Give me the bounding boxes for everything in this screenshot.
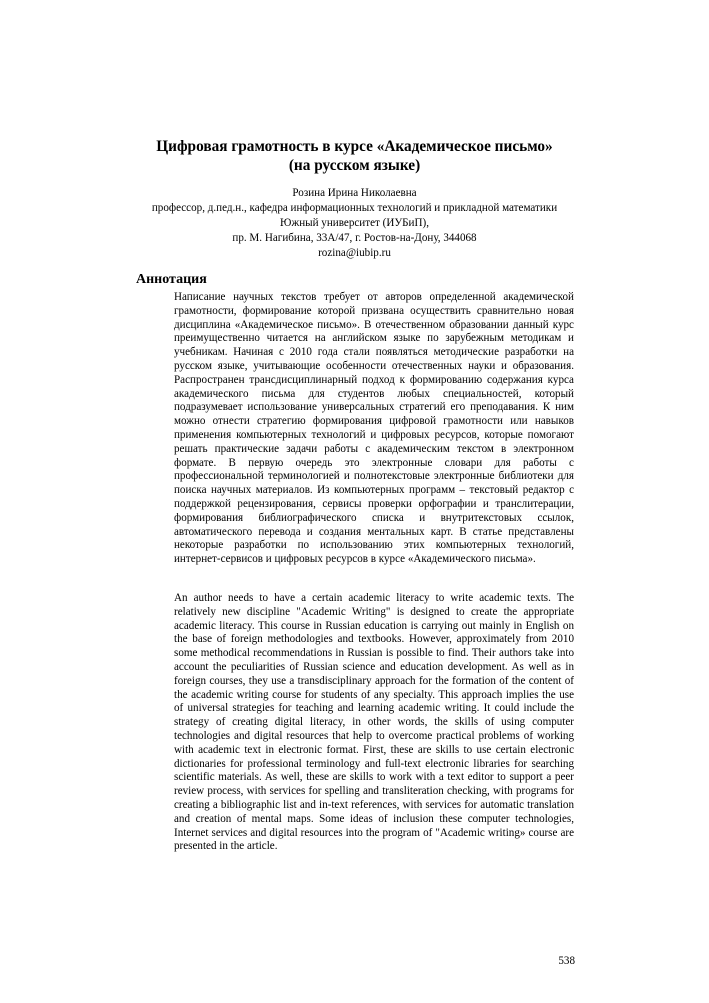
author-email: rozina@iubip.ru bbox=[318, 247, 391, 259]
article-title bbox=[0, 137, 709, 175]
page-number: 538 bbox=[558, 955, 575, 967]
article-title-line-2: (на русском языке) bbox=[288, 157, 421, 174]
abstract-text-russian: Написание научных текстов требует от авторов определенной академической грамотности, формирование которой призвана осуществить сравнительно новая дисциплина «Академическое письмо». В отечественном образовании данный курс преимущественно читается на английском языке по зарубежным методикам и учебникам. Начиная с 2010 года стали появляться методические разработки на русском языке, учитывающие особенности отечественных науки и образования. Распространен трансдисциплинарный подход к формированию содержания курса академического письма для студентов любых специальностей, который подразумевает использование универсальных стратегий его преподавания. К ним можно отнести стратегию формирования цифровой грамотности или навыков применения компьютерных технологий и цифровых ресурсов, которые помогают решать практические задачи работы с академическим текстом в электронном формате. В первую очередь это электронные словари для работы с профессиональной терминологией и полнотекстовые электронные библиотеки для поиска научных материалов. Из компьютерных программ – текстовый редактор с поддержкой рецензирования, сервисы проверки орфографии и транслитерации, формирования библиографического списка и внутритекстовых ссылок, автоматического перевода и создания ментальных карт. В статье представлены некоторые разработки по использованию этих компьютерных технологий, интернет-сервисов и цифровых ресурсов в курсе «Академического письма». bbox=[174, 291, 574, 566]
author-position: профессор, д.пед.н., кафедра информационных технологий и прикладной математики bbox=[151, 202, 558, 214]
author-address: пр. М. Нагибина, 33А/47, г. Ростов-на-Дону, 344068 bbox=[232, 232, 477, 244]
article-title-line-1: Цифровая грамотность в курсе «Академическое письмо» bbox=[156, 138, 553, 155]
author-name: Розина Ирина Николаевна bbox=[292, 187, 417, 199]
author-university: Южный университет (ИУБиП), bbox=[280, 217, 429, 229]
abstract-heading: Аннотация bbox=[136, 272, 207, 287]
author-block bbox=[0, 186, 709, 261]
abstract-text-english: An author needs to have a certain academic literacy to write academic texts. The relatively new discipline "Academic Writing" is designed to create the appropriate academic literacy. This course in Russian education is carrying out mainly in English on the base of foreign methodologies and textbooks. However, approximately from 2010 some methodical recommendations in Russian is possible to find. Their authors take into account the peculiarities of Russian science and education development. As well as in foreign courses, they use a transdisciplinary approach for the formation of the content of the academic writing course for students of any specialty. This approach implies the use of universal strategies for teaching and learning academic writing. It could include the strategy of creating digital literacy, in other words, the skills of using computer technologies and digital resources that help to overcome practical problems of working with academic text in electronic format. First, these are skills to use certain electronic dictionaries for professional terminology and full-text electronic libraries for searching scientific materials. As well, these are skills to work with a text editor to support a peer review process, with services for spelling and transliteration checking, with programs for creating a bibliographic list and in-text references, with services for automatic translation and creation of mental maps. Some ideas of inclusion these computer technologies, Internet services and digital resources into the program of "Academic writing» course are presented in the article. bbox=[174, 592, 574, 853]
